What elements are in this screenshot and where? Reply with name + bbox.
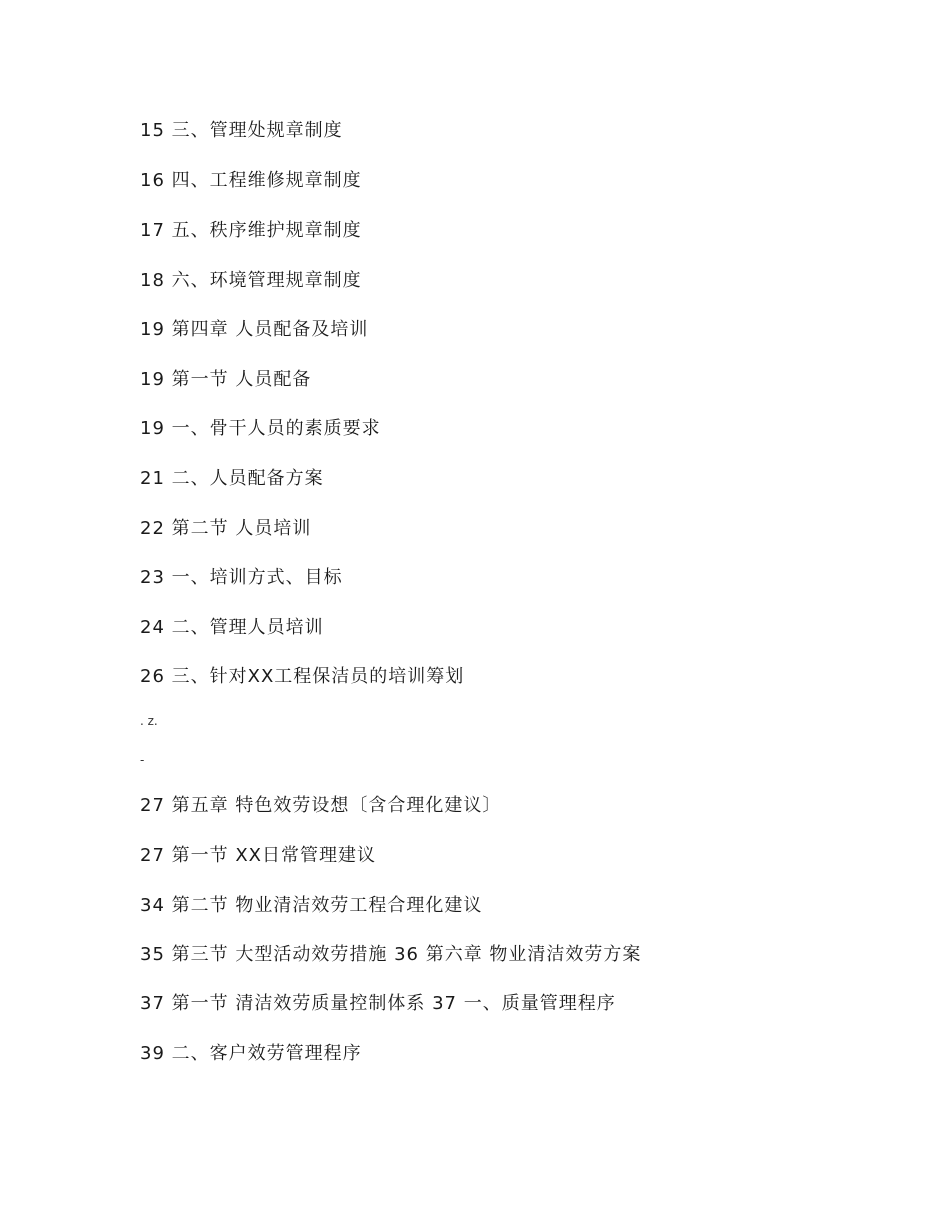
toc-entry: 34 第二节 物业清洁效劳工程合理化建议 [140,895,483,916]
page-footer-mark: . z. [140,714,158,728]
page-header-mark: - [140,753,145,767]
toc-entry: 17 五、秩序维护规章制度 [140,220,362,241]
toc-entry: 24 二、管理人员培训 [140,617,324,638]
toc-entry: 21 二、人员配备方案 [140,468,324,489]
toc-entry: 18 六、环境管理规章制度 [140,270,362,291]
toc-entry: 19 一、骨干人员的素质要求 [140,418,381,439]
toc-entry: 35 第三节 大型活动效劳措施 36 第六章 物业清洁效劳方案 [140,944,642,965]
toc-entry: 26 三、针对XX工程保洁员的培训筹划 [140,666,465,687]
toc-entry: 19 第一节 人员配备 [140,369,312,390]
toc-entry: 27 第五章 特色效劳设想〔含合理化建议〕 [140,795,502,816]
toc-entry: 37 第一节 清洁效劳质量控制体系 37 一、质量管理程序 [140,993,616,1014]
toc-entry: 23 一、培训方式、目标 [140,567,343,588]
toc-entry: 16 四、工程维修规章制度 [140,170,362,191]
toc-entry: 27 第一节 XX日常管理建议 [140,845,377,866]
toc-entry: 19 第四章 人员配备及培训 [140,319,369,340]
toc-entry: 15 三、管理处规章制度 [140,120,343,141]
toc-entry: 22 第二节 人员培训 [140,518,312,539]
toc-entry: 39 二、客户效劳管理程序 [140,1043,362,1064]
